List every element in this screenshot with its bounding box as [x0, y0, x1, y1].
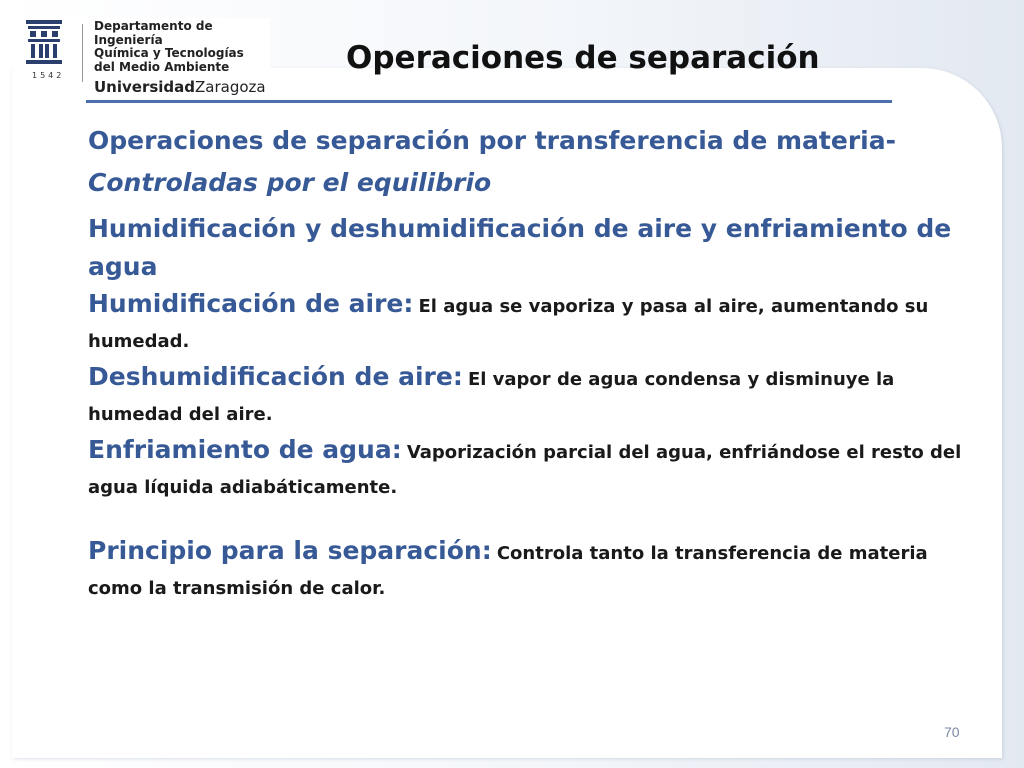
spacer [88, 505, 978, 533]
item-term: Humidificación de aire: [88, 289, 414, 318]
item-water-cooling [88, 432, 978, 505]
dept-line-3: del Medio Ambiente [94, 59, 230, 74]
slide-title: Operaciones de separación [346, 40, 820, 76]
dept-line-1: Departamento de Ingeniería [94, 19, 213, 47]
principle-term: Principio para la separación: [88, 536, 492, 565]
item-description: El agua se vaporiza y pasa al aire, aumentando su humedad. [88, 296, 929, 352]
dept-line-2: Química y Tecnologías [94, 46, 244, 60]
subtitle-line-2: Controladas por el equilibrio [88, 168, 492, 197]
title-underline [86, 100, 892, 103]
subtitle-line-1: Operaciones de separación por transferencia de materia- [88, 126, 896, 155]
crest-icon [12, 18, 72, 86]
university-logo [12, 18, 270, 96]
slide-body [88, 210, 978, 606]
logo-text [94, 20, 270, 96]
item-separation-principle [88, 533, 978, 606]
item-description: El vapor de agua condensa y disminuye la humedad del aire. [88, 369, 895, 425]
page-number: 70 [944, 724, 960, 740]
item-term: Deshumidificación de aire: [88, 362, 463, 391]
university-name-bold: Universidad [94, 78, 196, 96]
university-name-light: Zaragoza [195, 78, 266, 96]
item-dehumidification [88, 359, 978, 432]
logo-year: 1542 [32, 71, 65, 80]
principle-description: Controla tanto la transferencia de materia como la transmisión de calor. [88, 543, 928, 599]
section-heading: Humidificación y deshumidificación de aire y enfriamiento de agua [88, 214, 952, 281]
university-name [94, 78, 270, 96]
item-term: Enfriamiento de agua: [88, 435, 402, 464]
slide-subtitle [88, 120, 988, 204]
item-humidification [88, 286, 978, 359]
item-description: Vaporización parcial del agua, enfriándose el resto del agua líquida adiabáticamente. [88, 442, 962, 498]
logo-divider [82, 24, 83, 82]
